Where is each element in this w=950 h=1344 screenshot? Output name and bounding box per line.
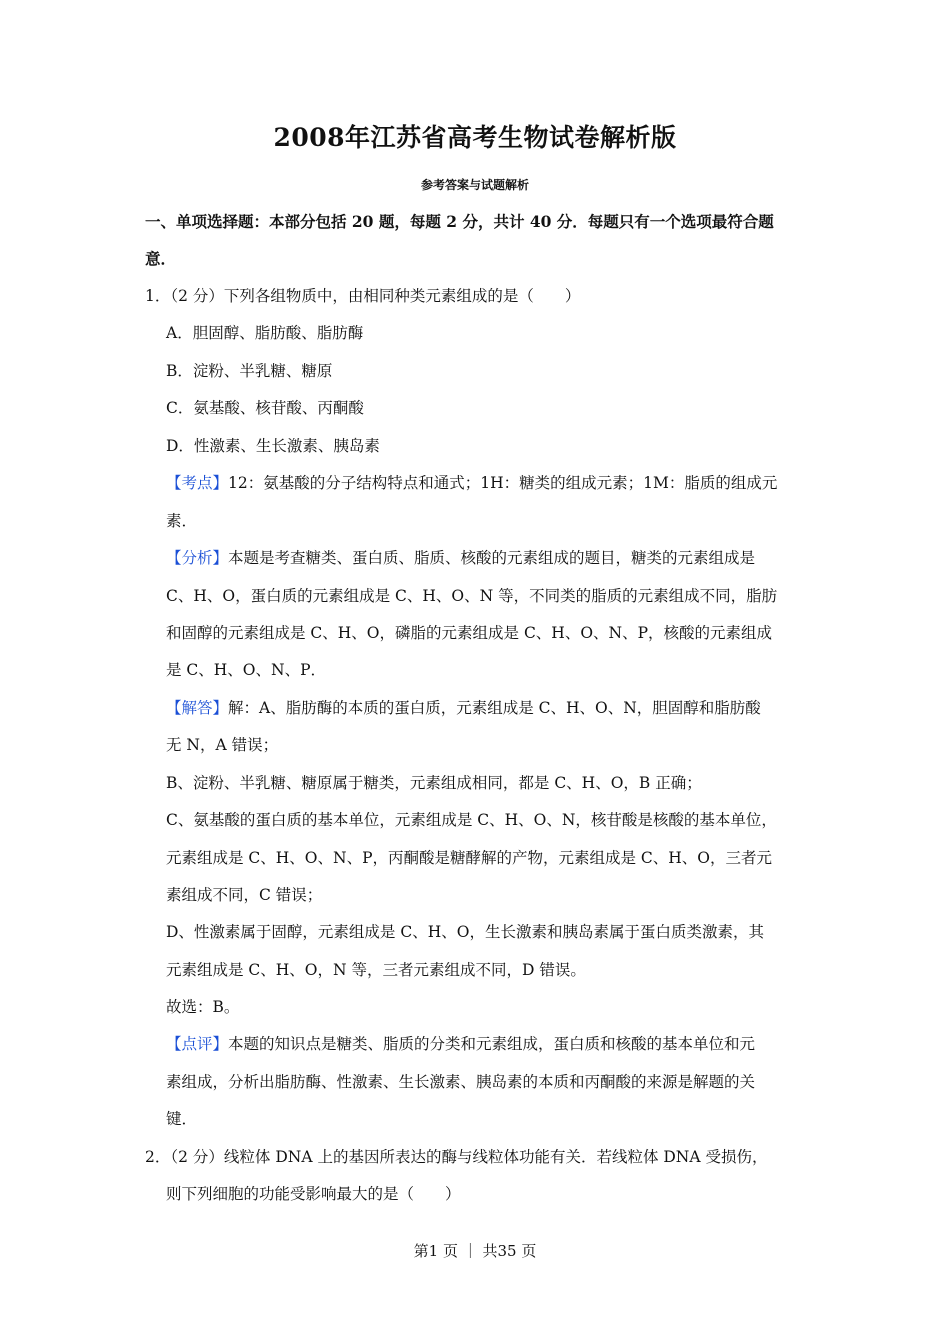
jieda-line-1	[166, 698, 761, 718]
kaodian-line-1	[166, 473, 777, 493]
question-2-stem-line-1: 2．（2 分）线粒体 DNA 上的基因所表达的酶与线粒体功能有关．若线粒体 DNA 受损伤，	[145, 1148, 768, 1166]
fenxi-line-1	[166, 548, 755, 568]
fenxi-line-4: 是 C、H、O、N、P．	[166, 661, 327, 679]
question-1-option-b: B．淀粉、半乳糖、糖原	[166, 362, 333, 380]
fenxi-text: 本题是考查糖类、蛋白质、脂质、核酸的元素组成的题目，糖类的元素组成是	[228, 549, 756, 567]
document-title: 2008年江苏省高考生物试卷解析版	[273, 123, 677, 152]
section-heading-line-1: 一、单项选择题：本部分包括 20 题，每题 2 分，共计 40 分．每题只有一个选项最符合题	[145, 212, 774, 231]
dianping-text: 本题的知识点是糖类、脂质的分类和元素组成，蛋白质和核酸的基本单位和元	[228, 1035, 756, 1053]
jieda-line-8: 元素组成是 C、H、O，N 等，三者元素组成不同，D 错误。	[166, 961, 586, 979]
section-heading-line-2: 意．	[145, 249, 177, 268]
jieda-line-3: B、淀粉、半乳糖、糖原属于糖类，元素组成相同，都是 C、H、O，B 正确；	[166, 774, 702, 792]
jieda-text: 解：A、脂肪酶的本质的蛋白质，元素组成是 C、H、O、N，胆固醇和脂肪酸	[228, 699, 761, 717]
page-number-footer: 第1 页 ｜ 共35 页	[413, 1242, 537, 1260]
jieda-line-2: 无 N，A 错误；	[166, 736, 279, 754]
document-subtitle: 参考答案与试题解析	[420, 178, 529, 192]
jieda-line-5: 元素组成是 C、H、O、N、P，丙酮酸是糖酵解的产物，元素组成是 C、H、O，三者元	[166, 849, 773, 867]
dianping-line-1	[166, 1034, 755, 1054]
jieda-line-6: 素组成不同，C 错误；	[166, 886, 323, 904]
dianping-line-2: 素组成，分析出脂肪酶、性激素、生长激素、胰岛素的本质和丙酮酸的来源是解题的关	[166, 1073, 756, 1091]
jieda-line-7: D、性激素属于固醇，元素组成是 C、H、O，生长激素和胰岛素属于蛋白质类激素，其	[166, 923, 764, 941]
question-1-option-a: A．胆固醇、脂肪酸、脂肪酶	[166, 324, 364, 342]
jieda-tag: 【解答】	[166, 699, 229, 717]
jieda-line-9: 故选：B。	[166, 998, 240, 1016]
jieda-line-4: C、氨基酸的蛋白质的基本单位，元素组成是 C、H、O、N，核苷酸是核酸的基本单位，	[166, 811, 777, 829]
fenxi-tag: 【分析】	[166, 549, 229, 567]
dianping-line-3: 键．	[166, 1110, 198, 1128]
question-1-option-c: C．氨基酸、核苷酸、丙酮酸	[166, 399, 364, 417]
question-1-stem: 1．（2 分）下列各组物质中，由相同种类元素组成的是（ ）	[145, 287, 581, 305]
kaodian-text: 12：氨基酸的分子结构特点和通式；1H：糖类的组成元素；1M：脂质的组成元	[228, 474, 778, 492]
fenxi-line-2: C、H、O，蛋白质的元素组成是 C、H、O、N 等，不同类的脂质的元素组成不同，脂肪	[166, 587, 778, 605]
kaodian-line-2: 素．	[166, 512, 198, 530]
fenxi-line-3: 和固醇的元素组成是 C、H、O，磷脂的元素组成是 C、H、O、N、P，核酸的元素组成	[166, 624, 773, 642]
question-2-stem-line-2: 则下列细胞的功能受影响最大的是（ ）	[166, 1185, 461, 1203]
kaodian-tag: 【考点】	[166, 474, 229, 492]
dianping-tag: 【点评】	[166, 1035, 229, 1053]
question-1-option-d: D．性激素、生长激素、胰岛素	[166, 437, 380, 455]
